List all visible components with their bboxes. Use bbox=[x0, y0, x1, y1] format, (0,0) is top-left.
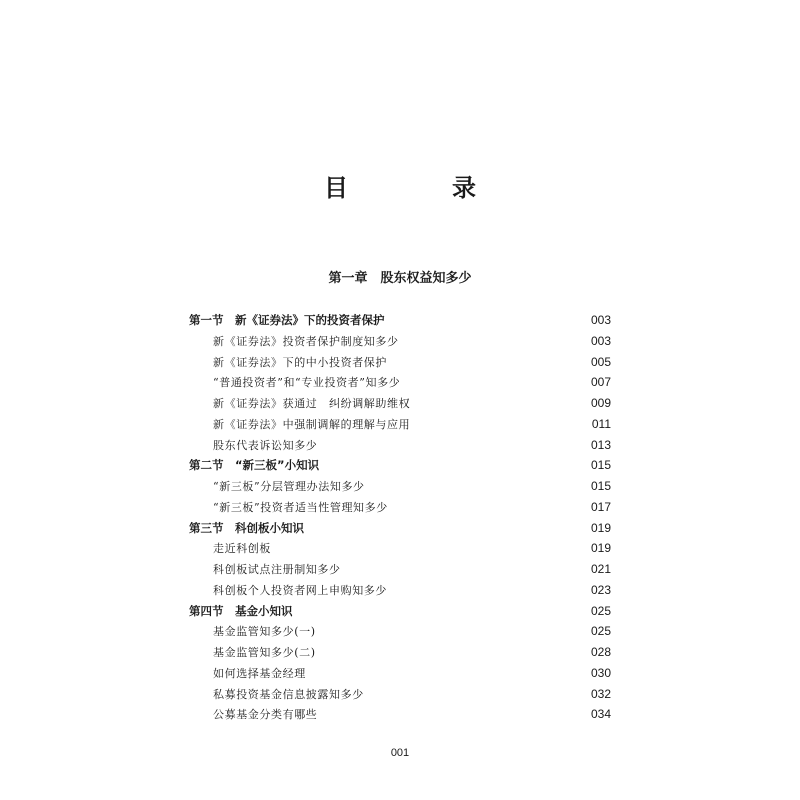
toc-entry-title: 股东代表诉讼知多少 bbox=[213, 438, 318, 452]
toc-entry-title: 新《证券法》获通过 纠纷调解助维权 bbox=[213, 397, 411, 410]
toc-entry-row[interactable] bbox=[189, 352, 611, 373]
toc-entry-title: 公募基金分类有哪些 bbox=[213, 708, 318, 722]
toc-section-row[interactable] bbox=[189, 310, 611, 331]
toc-section-row[interactable] bbox=[189, 601, 611, 622]
table-of-contents bbox=[189, 310, 611, 725]
toc-page-number: 015 bbox=[590, 479, 611, 493]
toc-section-row[interactable] bbox=[189, 518, 611, 539]
toc-entry-row[interactable] bbox=[189, 331, 611, 352]
toc-page-number: 005 bbox=[590, 354, 611, 369]
toc-page-number: 015 bbox=[590, 458, 611, 473]
toc-entry-title: 基金监管知多少(二) bbox=[213, 646, 316, 659]
toc-page-number: 017 bbox=[590, 499, 611, 514]
toc-section-title: 第一节 新《证券法》下的投资者保护 bbox=[189, 313, 385, 327]
toc-page-number: 019 bbox=[590, 520, 611, 535]
toc-entry-title: “新三板”分层管理办法知多少 bbox=[213, 480, 365, 493]
toc-entry-title: 科创板个人投资者网上申购知多少 bbox=[213, 583, 387, 597]
page-title: 目 录 bbox=[324, 174, 516, 202]
toc-entry-row[interactable] bbox=[189, 642, 611, 663]
toc-page-number: 025 bbox=[590, 603, 611, 618]
toc-entry-title: 科创板试点注册制知多少 bbox=[213, 563, 341, 576]
toc-section-row[interactable] bbox=[189, 455, 611, 476]
toc-entry-row[interactable] bbox=[189, 372, 611, 393]
toc-page-number: 013 bbox=[590, 437, 611, 452]
toc-page-number: 023 bbox=[590, 582, 611, 597]
toc-page-number: 009 bbox=[590, 396, 611, 410]
toc-page-number: 028 bbox=[590, 645, 611, 659]
toc-page-number: 003 bbox=[590, 333, 611, 348]
toc-entry-row[interactable] bbox=[189, 621, 611, 642]
toc-entry-row[interactable] bbox=[189, 414, 611, 435]
toc-entry-row[interactable] bbox=[189, 476, 611, 497]
page-number: 001 bbox=[390, 747, 410, 759]
toc-page-number: 021 bbox=[590, 562, 611, 576]
toc-entry-row[interactable] bbox=[189, 580, 611, 601]
toc-entry-title: “普通投资者”和“专业投资者”知多少 bbox=[213, 376, 401, 390]
toc-entry-row[interactable] bbox=[189, 435, 611, 456]
toc-entry-title: 新《证券法》下的中小投资者保护 bbox=[213, 355, 387, 369]
toc-page-number: 034 bbox=[590, 707, 611, 722]
toc-entry-row[interactable] bbox=[189, 704, 611, 725]
toc-page-number: 025 bbox=[590, 624, 611, 639]
toc-entry-row[interactable] bbox=[189, 393, 611, 414]
toc-entry-row[interactable] bbox=[189, 663, 611, 684]
toc-entry-title: “新三板”投资者适当性管理知多少 bbox=[213, 500, 388, 514]
toc-entry-title: 基金监管知多少(一) bbox=[213, 625, 316, 639]
toc-entry-title: 私募投资基金信息披露知多少 bbox=[213, 687, 364, 701]
toc-section-title: 第三节 科创板小知识 bbox=[189, 520, 304, 535]
toc-page-number: 011 bbox=[591, 416, 611, 431]
chapter-title: 第一章 股东权益知多少 bbox=[328, 271, 472, 286]
toc-entry-row[interactable] bbox=[189, 538, 611, 559]
toc-entry-title: 新《证券法》投资者保护制度知多少 bbox=[213, 334, 399, 348]
toc-entry-title: 如何选择基金经理 bbox=[213, 666, 306, 680]
toc-entry-title: 新《证券法》中强制调解的理解与应用 bbox=[213, 417, 411, 431]
toc-page-number: 003 bbox=[590, 313, 611, 327]
toc-page-number: 007 bbox=[590, 375, 611, 390]
toc-section-title: 第四节 基金小知识 bbox=[189, 603, 293, 618]
toc-entry-row[interactable] bbox=[189, 559, 611, 580]
toc-section-title: 第二节 “新三板”小知识 bbox=[189, 458, 320, 473]
toc-page-number: 019 bbox=[590, 541, 611, 556]
toc-entry-row[interactable] bbox=[189, 684, 611, 705]
toc-page-number: 032 bbox=[590, 686, 611, 701]
toc-page-number: 030 bbox=[590, 665, 611, 680]
toc-entry-title: 走近科创板 bbox=[213, 542, 271, 556]
toc-entry-row[interactable] bbox=[189, 497, 611, 518]
